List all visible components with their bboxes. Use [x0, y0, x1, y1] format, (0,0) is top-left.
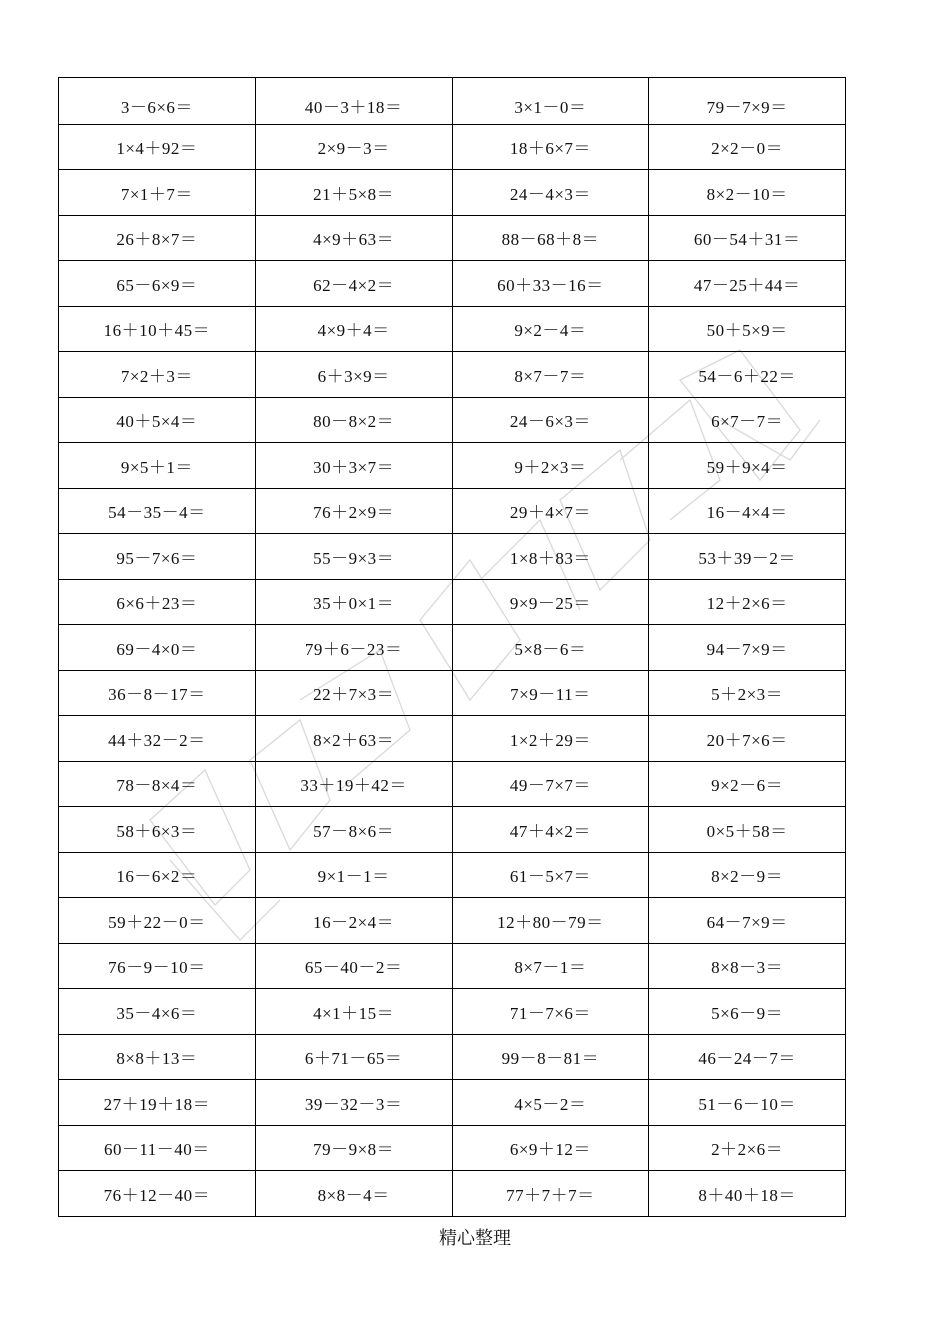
problem-cell: 9×1－1＝ — [255, 852, 452, 898]
table-row — [59, 215, 846, 261]
problem-cell: 76－9－10＝ — [59, 943, 256, 989]
problem-cell: 76＋12－40＝ — [59, 1171, 256, 1217]
problem-cell: 22＋7×3＝ — [255, 670, 452, 716]
problem-cell: 7×2＋3＝ — [59, 352, 256, 398]
problem-cell: 36－8－17＝ — [59, 670, 256, 716]
problem-cell: 47－25＋44＝ — [649, 261, 846, 307]
problem-cell: 6＋71－65＝ — [255, 1034, 452, 1080]
table-row — [59, 852, 846, 898]
problem-cell: 35－4×6＝ — [59, 989, 256, 1035]
table-row — [59, 1171, 846, 1217]
problem-cell: 59＋22－0＝ — [59, 898, 256, 944]
problem-cell: 21＋5×8＝ — [255, 170, 452, 216]
problem-cell: 80－8×2＝ — [255, 397, 452, 443]
problem-cell: 51－6－10＝ — [649, 1080, 846, 1126]
problem-cell: 55－9×3＝ — [255, 534, 452, 580]
table-row — [59, 306, 846, 352]
problem-cell: 35＋0×1＝ — [255, 579, 452, 625]
problem-cell: 0×5＋58＝ — [649, 807, 846, 853]
problem-cell: 8×8－3＝ — [649, 943, 846, 989]
table-row — [59, 807, 846, 853]
problem-cell: 76＋2×9＝ — [255, 488, 452, 534]
problem-cell: 8×7－1＝ — [452, 943, 649, 989]
problem-cell: 6×9＋12＝ — [452, 1125, 649, 1171]
problem-cell: 20＋7×6＝ — [649, 716, 846, 762]
problem-cell: 9×2－4＝ — [452, 306, 649, 352]
problem-cell: 24－6×3＝ — [452, 397, 649, 443]
problem-cell: 4×9＋63＝ — [255, 215, 452, 261]
problem-cell: 99－8－81＝ — [452, 1034, 649, 1080]
problem-cell: 4×1＋15＝ — [255, 989, 452, 1035]
problem-cell: 7×1＋7＝ — [59, 170, 256, 216]
problem-cell: 69－4×0＝ — [59, 625, 256, 671]
problem-cell: 9×2－6＝ — [649, 761, 846, 807]
problem-cell: 2×2－0＝ — [649, 124, 846, 170]
problem-cell: 60－54＋31＝ — [649, 215, 846, 261]
problem-cell: 29＋4×7＝ — [452, 488, 649, 534]
problem-cell: 71－7×6＝ — [452, 989, 649, 1035]
problem-cell: 6×7－7＝ — [649, 397, 846, 443]
table-row — [59, 352, 846, 398]
problem-cell: 27＋19＋18＝ — [59, 1080, 256, 1126]
table-row — [59, 716, 846, 762]
problem-cell: 58＋6×3＝ — [59, 807, 256, 853]
problem-cell: 6×6＋23＝ — [59, 579, 256, 625]
problem-cell: 94－7×9＝ — [649, 625, 846, 671]
problem-cell: 60－11－40＝ — [59, 1125, 256, 1171]
problem-cell: 16－4×4＝ — [649, 488, 846, 534]
problem-cell: 8＋40＋18＝ — [649, 1171, 846, 1217]
problem-cell: 64－7×9＝ — [649, 898, 846, 944]
problem-cell: 6＋3×9＝ — [255, 352, 452, 398]
problem-cell: 54－35－4＝ — [59, 488, 256, 534]
problem-cell: 7×9－11＝ — [452, 670, 649, 716]
problem-cell: 65－6×9＝ — [59, 261, 256, 307]
problem-cell: 57－8×6＝ — [255, 807, 452, 853]
table-row — [59, 443, 846, 489]
problem-cell: 9＋2×3＝ — [452, 443, 649, 489]
problem-cell: 18＋6×7＝ — [452, 124, 649, 170]
problem-cell: 33＋19＋42＝ — [255, 761, 452, 807]
table-row — [59, 579, 846, 625]
table-row — [59, 261, 846, 307]
arithmetic-worksheet-table — [58, 77, 846, 1217]
problem-cell: 60＋33－16＝ — [452, 261, 649, 307]
problem-cell: 59＋9×4＝ — [649, 443, 846, 489]
problem-cell: 8×2＋63＝ — [255, 716, 452, 762]
problem-cell: 54－6＋22＝ — [649, 352, 846, 398]
table-row — [59, 943, 846, 989]
problem-cell: 79－9×8＝ — [255, 1125, 452, 1171]
table-row — [59, 397, 846, 443]
problem-cell: 16－2×4＝ — [255, 898, 452, 944]
problem-cell: 3－6×6＝ — [59, 78, 256, 125]
table-row — [59, 761, 846, 807]
problem-cell: 40－3＋18＝ — [255, 78, 452, 125]
problem-cell: 47＋4×2＝ — [452, 807, 649, 853]
problem-cell: 5＋2×3＝ — [649, 670, 846, 716]
problem-cell: 8×2－9＝ — [649, 852, 846, 898]
problem-cell: 5×6－9＝ — [649, 989, 846, 1035]
footer-caption: 精心整理 — [439, 1228, 511, 1249]
problem-cell: 95－7×6＝ — [59, 534, 256, 580]
problem-cell: 9×9－25＝ — [452, 579, 649, 625]
problem-cell: 12＋80－79＝ — [452, 898, 649, 944]
table-row — [59, 170, 846, 216]
problem-cell: 79＋6－23＝ — [255, 625, 452, 671]
problem-cell: 30＋3×7＝ — [255, 443, 452, 489]
problem-cell: 24－4×3＝ — [452, 170, 649, 216]
table-row — [59, 625, 846, 671]
problem-cell: 40＋5×4＝ — [59, 397, 256, 443]
table-row — [59, 989, 846, 1035]
table-row — [59, 78, 846, 125]
table-row — [59, 1125, 846, 1171]
problem-cell: 1×2＋29＝ — [452, 716, 649, 762]
table-row — [59, 124, 846, 170]
problem-cell: 2＋2×6＝ — [649, 1125, 846, 1171]
problem-cell: 1×4＋92＝ — [59, 124, 256, 170]
problem-cell: 88－68＋8＝ — [452, 215, 649, 261]
table-row — [59, 1034, 846, 1080]
problem-cell: 49－7×7＝ — [452, 761, 649, 807]
problem-cell: 8×8－4＝ — [255, 1171, 452, 1217]
table-row — [59, 1080, 846, 1126]
problem-cell: 46－24－7＝ — [649, 1034, 846, 1080]
table-row — [59, 898, 846, 944]
problem-cell: 9×5＋1＝ — [59, 443, 256, 489]
problem-cell: 78－8×4＝ — [59, 761, 256, 807]
table-row — [59, 670, 846, 716]
worksheet-body — [59, 78, 846, 1217]
problem-cell: 8×2－10＝ — [649, 170, 846, 216]
table-row — [59, 488, 846, 534]
problem-cell: 1×8＋83＝ — [452, 534, 649, 580]
problem-cell: 61－5×7＝ — [452, 852, 649, 898]
problem-cell: 16－6×2＝ — [59, 852, 256, 898]
problem-cell: 2×9－3＝ — [255, 124, 452, 170]
problem-cell: 50＋5×9＝ — [649, 306, 846, 352]
problem-cell: 44＋32－2＝ — [59, 716, 256, 762]
problem-cell: 26＋8×7＝ — [59, 215, 256, 261]
problem-cell: 62－4×2＝ — [255, 261, 452, 307]
table-row — [59, 534, 846, 580]
problem-cell: 3×1－0＝ — [452, 78, 649, 125]
problem-cell: 8×7－7＝ — [452, 352, 649, 398]
problem-cell: 77＋7＋7＝ — [452, 1171, 649, 1217]
problem-cell: 39－32－3＝ — [255, 1080, 452, 1126]
problem-cell: 65－40－2＝ — [255, 943, 452, 989]
problem-cell: 4×5－2＝ — [452, 1080, 649, 1126]
problem-cell: 79－7×9＝ — [649, 78, 846, 125]
problem-cell: 53＋39－2＝ — [649, 534, 846, 580]
problem-cell: 16＋10＋45＝ — [59, 306, 256, 352]
problem-cell: 12＋2×6＝ — [649, 579, 846, 625]
problem-cell: 4×9＋4＝ — [255, 306, 452, 352]
problem-cell: 8×8＋13＝ — [59, 1034, 256, 1080]
problem-cell: 5×8－6＝ — [452, 625, 649, 671]
